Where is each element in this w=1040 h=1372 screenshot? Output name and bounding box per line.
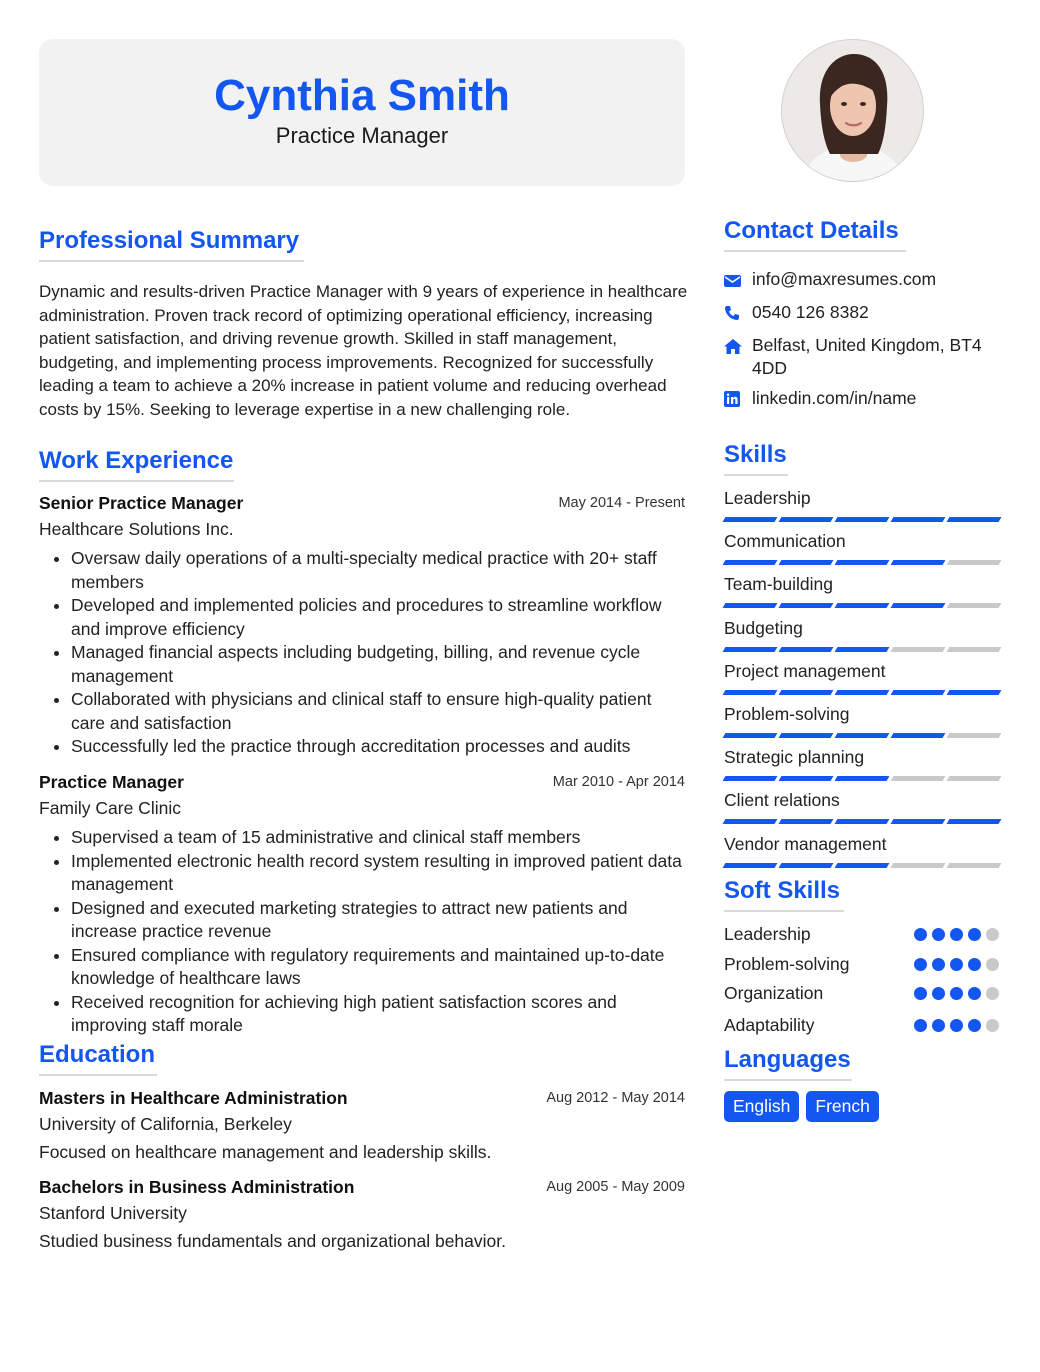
home-icon bbox=[724, 334, 752, 360]
contact-phone bbox=[724, 301, 1004, 327]
skill-bar-segment bbox=[947, 647, 1002, 652]
job-bullet: • Managed financial aspects including budgeting, billing, and revenue cycle management bbox=[71, 641, 685, 688]
skill-name: Budgeting bbox=[724, 618, 803, 638]
job-bullet: • Ensured compliance with regulatory requirements and maintained up-to-date knowledge of healthcare laws bbox=[71, 944, 685, 991]
job-company: Healthcare Solutions Inc. bbox=[39, 519, 234, 539]
skill-name: Project management bbox=[724, 661, 886, 681]
job-bullet: • Received recognition for achieving high patient satisfaction scores and improving staff morale bbox=[71, 991, 685, 1038]
skill-item bbox=[724, 573, 1000, 608]
degree-title: Bachelors in Business Administration bbox=[39, 1177, 355, 1197]
language-tag-french: French bbox=[806, 1091, 878, 1122]
candidate-title: Practice Manager bbox=[275, 123, 449, 148]
skill-bar-segment bbox=[947, 819, 1002, 824]
soft-skill-name: Problem-solving bbox=[724, 954, 850, 974]
skill-bar-segment bbox=[947, 733, 1002, 738]
envelope-icon bbox=[724, 268, 752, 294]
candidate-name: Cynthia Smith bbox=[214, 71, 510, 120]
skill-bar-segment bbox=[947, 560, 1002, 565]
soft-skill-dot bbox=[968, 987, 981, 1000]
skill-item bbox=[724, 487, 1000, 522]
linkedin-icon bbox=[724, 387, 752, 413]
skill-bar-segment bbox=[947, 603, 1002, 608]
skill-bar-segment bbox=[779, 690, 834, 695]
soft-skill-dot bbox=[914, 958, 927, 971]
skill-bar-segment bbox=[891, 603, 946, 608]
soft-skill-dot bbox=[950, 928, 963, 941]
soft-skill-dot bbox=[932, 928, 945, 941]
job-date: Mar 2010 - Apr 2014 bbox=[552, 774, 685, 790]
soft-skill-dot bbox=[914, 1019, 927, 1032]
skill-bar-segment bbox=[723, 776, 778, 781]
education-date: Aug 2012 - May 2014 bbox=[546, 1090, 685, 1106]
soft-skill-dot bbox=[932, 987, 945, 1000]
education-entry bbox=[39, 1088, 685, 1163]
job-bullet: • Successfully led the practice through accreditation processes and audits bbox=[71, 735, 685, 759]
skill-bar-segment bbox=[779, 819, 834, 824]
job-title: Senior Practice Manager bbox=[39, 493, 244, 513]
section-title-skills: Skills bbox=[724, 441, 788, 476]
soft-skill-dot bbox=[986, 958, 999, 971]
job-bullets bbox=[39, 547, 685, 759]
soft-skill-name: Adaptability bbox=[724, 1015, 815, 1035]
job-bullet: • Supervised a team of 15 administrative and clinical staff members bbox=[71, 826, 685, 850]
education-description: Focused on healthcare management and leadership skills. bbox=[39, 1142, 492, 1162]
soft-skill-dot bbox=[950, 1019, 963, 1032]
skill-name: Communication bbox=[724, 531, 846, 551]
degree-title: Masters in Healthcare Administration bbox=[39, 1088, 348, 1108]
school-name: University of California, Berkeley bbox=[39, 1114, 292, 1134]
skill-bar-segment bbox=[835, 819, 890, 824]
soft-skill-dot bbox=[914, 928, 927, 941]
skill-bar bbox=[724, 690, 1000, 695]
skill-bar-segment bbox=[835, 560, 890, 565]
soft-skill-dots bbox=[914, 928, 994, 942]
skill-item bbox=[724, 746, 1000, 781]
skill-item bbox=[724, 617, 1000, 652]
skill-bar-segment bbox=[891, 863, 946, 868]
skill-bar-segment bbox=[891, 733, 946, 738]
contact-address-text: Belfast, United Kingdom, BT4 4DD bbox=[752, 335, 982, 378]
soft-skill-dot bbox=[932, 1019, 945, 1032]
skill-bar bbox=[724, 776, 1000, 781]
language-list bbox=[724, 1091, 879, 1122]
skill-bar-segment bbox=[891, 560, 946, 565]
skill-bar-segment bbox=[947, 776, 1002, 781]
skill-bar-segment bbox=[835, 603, 890, 608]
education-description: Studied business fundamentals and organizational behavior. bbox=[39, 1231, 506, 1251]
skill-bar-segment bbox=[723, 863, 778, 868]
skill-bar-segment bbox=[779, 776, 834, 781]
skill-bar bbox=[724, 733, 1000, 738]
job-bullets bbox=[39, 826, 685, 1038]
skill-bar-segment bbox=[723, 819, 778, 824]
job-bullet: • Oversaw daily operations of a multi-specialty medical practice with 20+ staff members bbox=[71, 547, 685, 594]
soft-skill-dot bbox=[950, 987, 963, 1000]
skill-bar-segment bbox=[779, 560, 834, 565]
skill-bar-segment bbox=[723, 517, 778, 522]
soft-skill-dots bbox=[914, 958, 994, 972]
skill-bar-segment bbox=[779, 517, 834, 522]
contact-email bbox=[724, 268, 1004, 294]
skill-bar-segment bbox=[891, 819, 946, 824]
soft-skill-dot bbox=[950, 958, 963, 971]
soft-skill-dot bbox=[914, 987, 927, 1000]
section-title-soft-skills: Soft Skills bbox=[724, 877, 844, 912]
contact-address bbox=[724, 334, 1004, 380]
contact-list bbox=[724, 268, 1004, 420]
soft-skill-dot bbox=[932, 958, 945, 971]
skill-bar-segment bbox=[723, 733, 778, 738]
soft-skill-dot bbox=[968, 958, 981, 971]
skill-name: Problem-solving bbox=[724, 704, 850, 724]
skill-bar-segment bbox=[723, 603, 778, 608]
school-name: Stanford University bbox=[39, 1203, 187, 1223]
skill-bar-segment bbox=[723, 647, 778, 652]
soft-skill-dots bbox=[914, 1019, 994, 1033]
soft-skill-item bbox=[724, 954, 984, 975]
skill-bar-segment bbox=[891, 517, 946, 522]
job-entry bbox=[39, 772, 685, 1038]
skill-bar bbox=[724, 863, 1000, 868]
skill-bar-segment bbox=[835, 776, 890, 781]
skill-bar-segment bbox=[891, 647, 946, 652]
skill-bar-segment bbox=[947, 517, 1002, 522]
skill-bar bbox=[724, 819, 1000, 824]
soft-skill-dot bbox=[968, 928, 981, 941]
job-bullet: • Collaborated with physicians and clinical staff to ensure high-quality patient care and satisfaction bbox=[71, 688, 685, 735]
section-title-education: Education bbox=[39, 1041, 157, 1076]
soft-skill-name: Organization bbox=[724, 983, 824, 1003]
soft-skill-dot bbox=[968, 1019, 981, 1032]
skill-bar-segment bbox=[947, 863, 1002, 868]
section-title-languages: Languages bbox=[724, 1046, 852, 1081]
contact-email-text[interactable]: info@maxresumes.com bbox=[752, 269, 937, 289]
contact-phone-text: 0540 126 8382 bbox=[752, 302, 869, 322]
soft-skill-dot bbox=[986, 987, 999, 1000]
section-title-experience: Work Experience bbox=[39, 447, 234, 482]
skill-bar-segment bbox=[779, 647, 834, 652]
skill-name: Client relations bbox=[724, 790, 840, 810]
skill-bar-segment bbox=[947, 690, 1002, 695]
job-bullet: • Developed and implemented policies and procedures to streamline workflow and improve efficiency bbox=[71, 594, 685, 641]
skill-bar-segment bbox=[835, 690, 890, 695]
education-date: Aug 2005 - May 2009 bbox=[546, 1179, 685, 1195]
skill-bar-segment bbox=[891, 690, 946, 695]
soft-skill-name: Leadership bbox=[724, 924, 811, 944]
skill-item bbox=[724, 703, 1000, 738]
skill-item bbox=[724, 789, 1000, 824]
skill-name: Vendor management bbox=[724, 834, 887, 854]
job-bullet: • Designed and executed marketing strategies to attract new patients and increase practice revenue bbox=[71, 897, 685, 944]
soft-skill-dot bbox=[986, 928, 999, 941]
header-box bbox=[39, 39, 685, 186]
skill-bar-segment bbox=[723, 560, 778, 565]
portrait-illustration bbox=[782, 40, 924, 182]
summary-text: Dynamic and results-driven Practice Manager with 9 years of experience in healthcare administration. Proven track record of optimizing operational efficiency, increasing patient satisfaction, and driving revenue growth. Skilled in staff management, budgeting, and implementing process improvements. Recognized for successfully leading a team to achieve a 20% increase in patient volume and reducing overhead costs by 15%. Seeking to leverage expertise in a new challenging role. bbox=[39, 282, 688, 419]
soft-skill-item bbox=[724, 1015, 984, 1036]
skill-bar-segment bbox=[891, 776, 946, 781]
skill-bar-segment bbox=[779, 603, 834, 608]
skill-bar bbox=[724, 517, 1000, 522]
soft-skill-dot bbox=[986, 1019, 999, 1032]
skill-name: Strategic planning bbox=[724, 747, 865, 767]
contact-linkedin bbox=[724, 387, 1004, 413]
skill-item bbox=[724, 660, 1000, 695]
skill-bar-segment bbox=[835, 733, 890, 738]
profile-photo bbox=[781, 39, 924, 182]
contact-linkedin-text[interactable]: linkedin.com/in/name bbox=[752, 388, 917, 408]
skill-item bbox=[724, 530, 1000, 565]
skill-bar bbox=[724, 560, 1000, 565]
education-entry bbox=[39, 1177, 685, 1252]
language-tag-english: English bbox=[724, 1091, 799, 1122]
skill-bar-segment bbox=[835, 517, 890, 522]
skill-bar-segment bbox=[779, 863, 834, 868]
skill-bar-segment bbox=[835, 647, 890, 652]
skill-bar bbox=[724, 647, 1000, 652]
soft-skill-item bbox=[724, 924, 984, 945]
job-date: May 2014 - Present bbox=[558, 495, 685, 511]
skill-bar-segment bbox=[723, 690, 778, 695]
section-title-contact: Contact Details bbox=[724, 217, 906, 252]
skill-name: Team-building bbox=[724, 574, 833, 594]
section-title-summary: Professional Summary bbox=[39, 227, 304, 262]
skill-bar bbox=[724, 603, 1000, 608]
soft-skill-item bbox=[724, 983, 984, 1004]
job-entry bbox=[39, 493, 685, 759]
skill-bar-segment bbox=[779, 733, 834, 738]
job-bullet: • Implemented electronic health record system resulting in improved patient data management bbox=[71, 850, 685, 897]
skill-name: Leadership bbox=[724, 488, 811, 508]
soft-skill-dots bbox=[914, 987, 994, 1001]
job-title: Practice Manager bbox=[39, 772, 184, 792]
skill-item bbox=[724, 833, 1000, 868]
phone-icon bbox=[724, 301, 752, 327]
skill-bar-segment bbox=[835, 863, 890, 868]
job-company: Family Care Clinic bbox=[39, 798, 181, 818]
